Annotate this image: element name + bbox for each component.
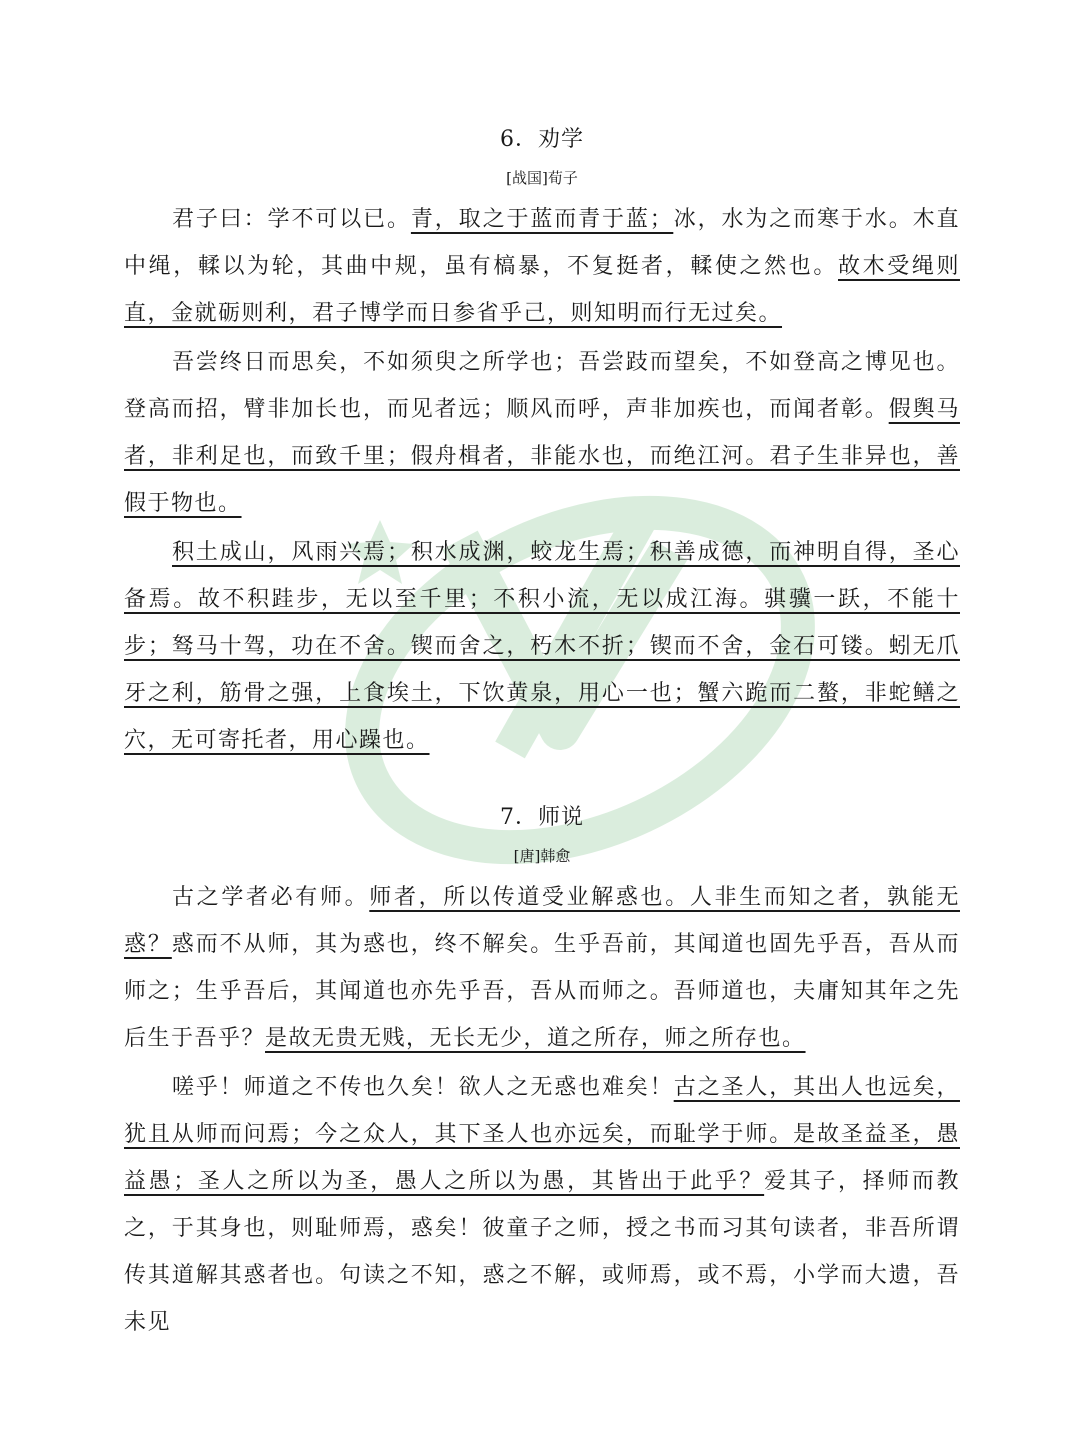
section-title: 7．师说 — [500, 805, 584, 830]
document-page — [124, 122, 960, 1348]
paragraph — [124, 529, 960, 764]
section-author: [战国]荀子 — [506, 169, 578, 187]
text-run: 爱其子，择师而教之，于其身也，则耻师焉，惑矣！彼童子之师，授之书而习其句读者，非吾所谓传其道解其惑者也。句读之不知，惑之不解，或师焉，或不焉，小学而大遗，吾未见 — [124, 1169, 960, 1335]
paragraph — [124, 874, 960, 1062]
underlined-text: 青，取之于蓝而青于蓝； — [410, 207, 674, 232]
text-run: 吾尝终日而思矣，不如须臾之所学也；吾尝跂而望矣，不如登高之博见也。登高而招，臂非加长也，而见者远；顺风而呼，声非加疾也，而闻者彰。 — [124, 350, 960, 422]
paragraph — [124, 1064, 960, 1346]
text-run: 惑而不从师，其为惑也，终不解矣。生乎吾前，其闻道也固先乎吾，吾从而师之；生乎吾后，其闻道也亦先乎吾，吾从而师之。吾师道也，夫庸知其年之先后生于吾乎？ — [124, 932, 960, 1051]
section-title: 6．劝学 — [500, 127, 584, 152]
underlined-text: 师者，所以传道受业解惑也。人非生而知之者，孰能无惑？ — [124, 885, 960, 957]
underlined-text: 古之圣人，其出人也远矣，犹且从师而问焉；今之众人，其下圣人也亦远矣，而耻学于师。是故圣益圣，愚益愚；圣人之所以为圣，愚人之所以为愚，其皆出于此乎？ — [124, 1075, 960, 1194]
text-run: 嗟乎！师道之不传也久矣！欲人之无惑也难矣！ — [172, 1075, 674, 1100]
paragraph — [124, 339, 960, 527]
section-author: [唐]韩愈 — [513, 847, 571, 865]
section-shishuo — [124, 800, 960, 1346]
section-quanxue — [124, 122, 960, 764]
text-run: 冰，水为之而寒于水。木直中绳，輮以为轮，其曲中规，虽有槁暴，不复挺者，輮使之然也。 — [124, 207, 960, 279]
underlined-text: 故木受绳则直，金就砺则利，君子博学而日参省乎己，则知明而行无过矣。 — [124, 254, 960, 326]
underlined-text: 是故无贵无贱，无长无少，道之所存，师之所存也。 — [265, 1026, 806, 1051]
text-run: 君子曰：学不可以已。 — [172, 207, 411, 232]
text-run: 古之学者必有师。 — [172, 885, 370, 910]
underlined-text: 积土成山，风雨兴焉；积水成渊，蛟龙生焉；积善成德，而神明自得，圣心备焉。故不积跬步，无以至千里；不积小流，无以成江海。骐骥一跃，不能十步；驽马十驾，功在不舍。锲而舍之，朽木不折；锲而不舍，金石可镂。蚓无爪牙之利，筋骨之强，上食埃土，下饮黄泉，用心一也；蟹六跪而二螯，非蛇鳝之穴，无可寄托者，用心躁也。 — [124, 540, 960, 753]
paragraph — [124, 196, 960, 337]
underlined-text: 假舆马者，非利足也，而致千里；假舟楫者，非能水也，而绝江河。君子生非异也，善假于物也。 — [124, 397, 960, 516]
